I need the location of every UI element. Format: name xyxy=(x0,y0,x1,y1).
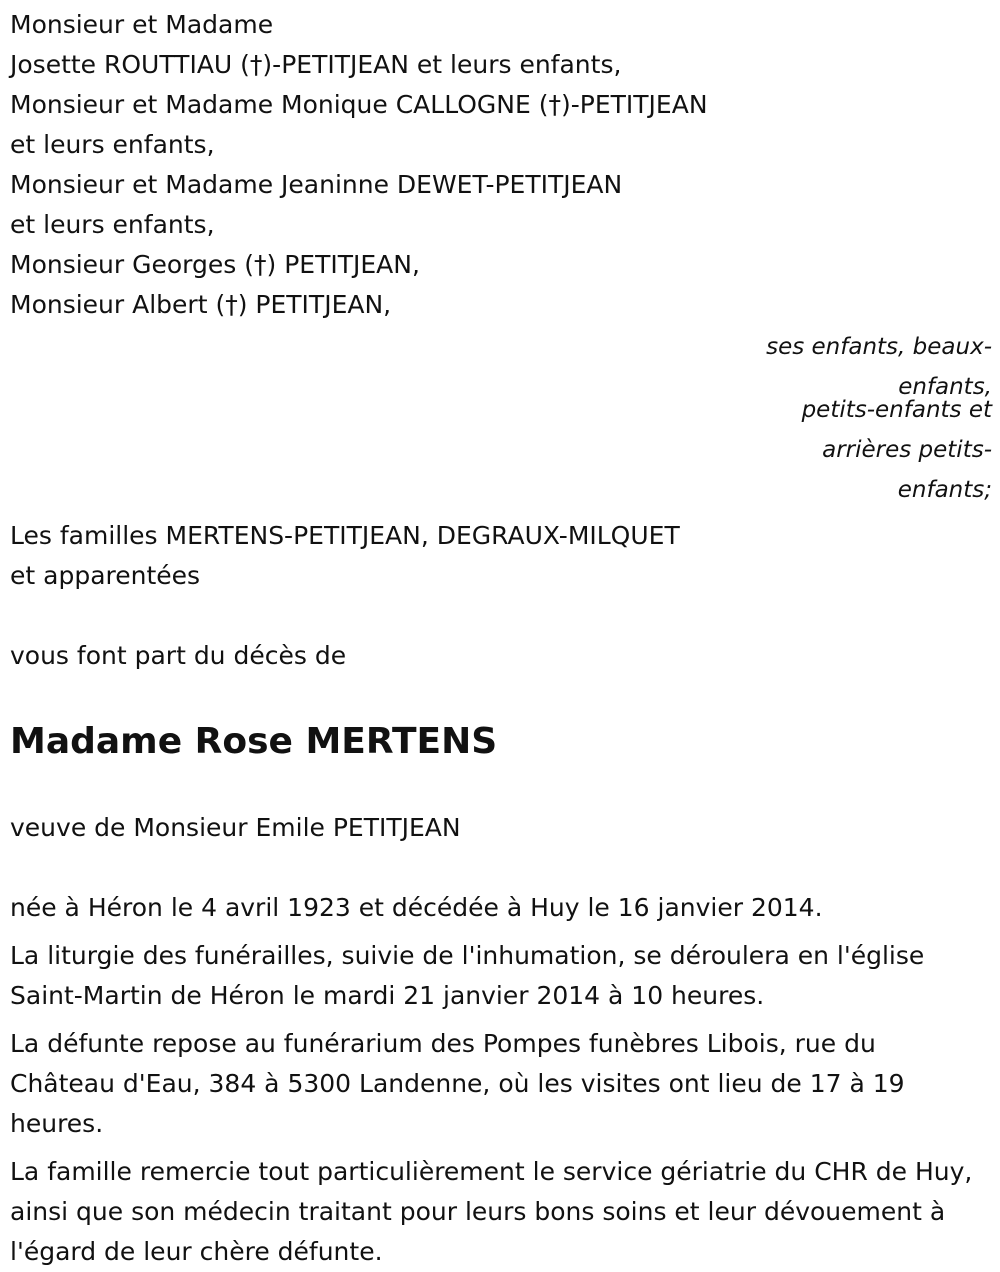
funeral-paragraph: La liturgie des funérailles, suivie de l'inhumation, se déroulera en l'église Saint-Martin de Héron le mardi 21 janvier 2014 à 10 heures. xyxy=(10,941,925,1010)
relation-line: petits-enfants et xyxy=(801,397,992,423)
widow-of-text: veuve de Monsieur Emile PETITJEAN xyxy=(10,813,461,842)
announcer-line: Monsieur Georges (†) PETITJEAN, xyxy=(10,250,420,279)
announcer-line: Monsieur et Madame xyxy=(10,10,274,39)
relation-line: arrières petits- xyxy=(822,437,992,463)
announcer-line: Monsieur et Madame Monique CALLOGNE (†)-PETITJEAN xyxy=(10,90,708,119)
birth-death-text: née à Héron le 4 avril 1923 et décédée à Huy le 16 janvier 2014. xyxy=(10,893,823,922)
families-list xyxy=(10,516,990,596)
announcer-line: Monsieur et Madame Jeaninne DEWET-PETITJEAN xyxy=(10,170,623,199)
relation-note xyxy=(752,327,992,510)
intro-text: vous font part du décès de xyxy=(10,641,347,670)
relation-line: ses enfants, beaux- xyxy=(766,334,992,360)
relation-line: enfants; xyxy=(897,477,992,503)
thanks-paragraph: La famille remercie tout particulièrement le service gériatrie du CHR de Huy, ainsi que son médecin traitant pour leurs bons soins et leur dévouement à l'égard de leur chère défunte. xyxy=(10,1157,973,1266)
family-line: Les familles MERTENS-PETITJEAN, DEGRAUX-MILQUET xyxy=(10,521,680,550)
family-line: et apparentées xyxy=(10,561,201,590)
announcer-line: et leurs enfants, xyxy=(10,210,215,239)
announcers-list xyxy=(10,5,990,325)
announcer-line: et leurs enfants, xyxy=(10,130,215,159)
announcer-line: Monsieur Albert (†) PETITJEAN, xyxy=(10,290,392,319)
obituary-notice xyxy=(10,0,990,1272)
funeral-home-paragraph: La défunte repose au funérarium des Pompes funèbres Libois, rue du Château d'Eau, 384 à 5300 Landenne, où les visites ont lieu de 17 à 19 heures. xyxy=(10,1029,905,1138)
spacer xyxy=(10,596,990,636)
relation-line: enfants, xyxy=(898,374,992,400)
deceased-name: Madame Rose MERTENS xyxy=(10,721,498,762)
announcer-line: Josette ROUTTIAU (†)-PETITJEAN et leurs enfants, xyxy=(10,50,622,79)
